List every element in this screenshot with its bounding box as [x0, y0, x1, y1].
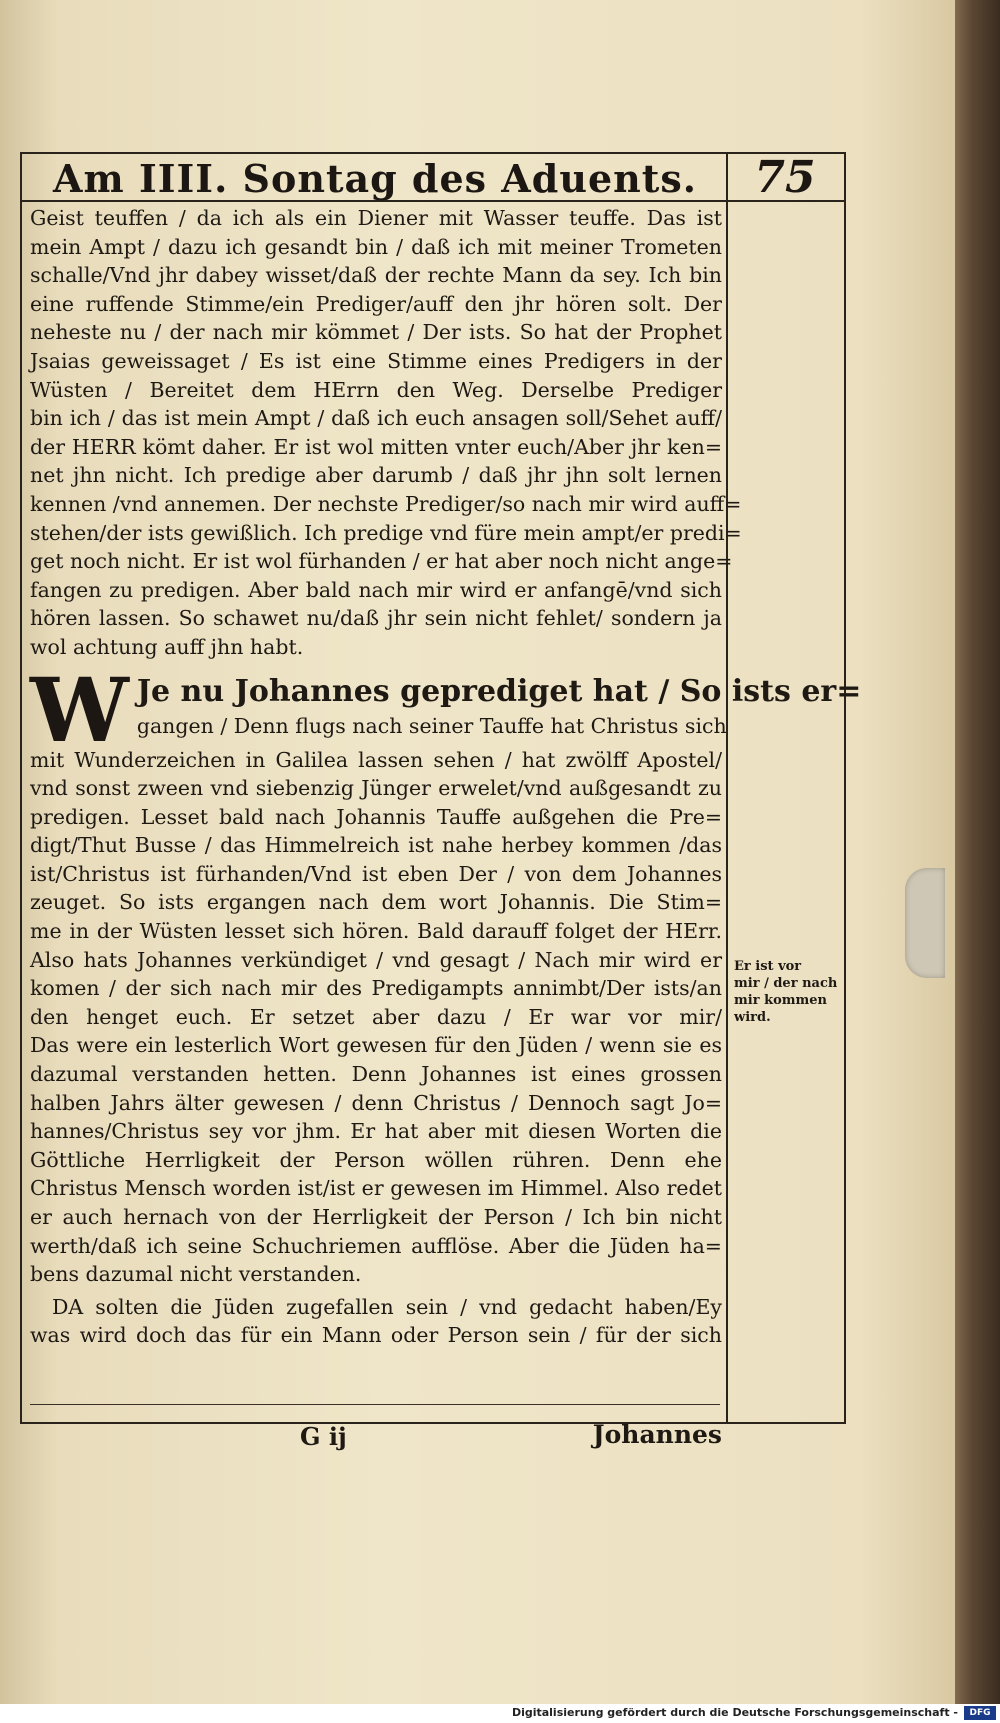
paragraph-1 — [30, 204, 742, 662]
dfg-logo: DFG — [964, 1706, 996, 1720]
marginal-note-line: wird. — [734, 1010, 771, 1025]
drop-cap-initial: W — [30, 657, 129, 762]
text-line: mit Wunderzeichen in Galilea lassen sehen / hat zwölff Apostel/ — [30, 747, 722, 772]
text-line: fangen zu predigen. Aber bald nach mir wird er anfangē/vnd sich — [30, 577, 722, 602]
bottom-rule — [30, 1404, 720, 1405]
text-line: get noch nicht. Er ist wol fürhanden / er hat aber noch nicht ange= — [30, 549, 733, 574]
text-line: halben Jahrs älter gewesen / denn Christus / Dennoch sagt Jo= — [30, 1090, 722, 1115]
running-header-title: Am IIII. Sontag des Aduents. — [53, 156, 697, 201]
text-line: ist/Christus ist fürhanden/Vnd ist eben Der / von dem Johannes — [30, 861, 722, 886]
text-line: bin ich / das ist mein Ampt / daß ich euch ansagen soll/Sehet auff/ — [30, 406, 722, 431]
text-line: bens dazumal nicht verstanden. — [30, 1262, 362, 1287]
text-line: dazumal verstanden hetten. Denn Johannes ist eines grossen — [30, 1062, 722, 1087]
marginal-note-line: Er ist vor — [734, 959, 802, 974]
text-line: Christus Mensch worden ist/ist er gewesen im Himmel. Also redet — [30, 1176, 722, 1201]
text-line: DA solten die Jüden zugefallen sein / vnd gedacht haben/Ey — [52, 1294, 722, 1319]
credit-text: Digitalisierung gefördert durch die Deutsche Forschungsgemeinschaft - — [511, 1706, 958, 1719]
digitization-credit-bar — [0, 1704, 1000, 1723]
text-line: net jhn nicht. Ich predige aber darumb / daß jhr jhn solt lernen — [30, 463, 722, 488]
catchword: Johannes — [592, 1420, 722, 1449]
paragraph-3 — [30, 1293, 722, 1350]
text-line: predigen. Lesset bald nach Johannis Tauffe außgehen die Pre= — [30, 804, 722, 829]
text-line: hören lassen. So schawet nu/daß jhr sein nicht fehlet/ sondern ja — [30, 606, 722, 631]
marginal-note — [734, 958, 838, 1026]
text-line: mein Ampt / dazu ich gesandt bin / daß ich mit meiner Trometen — [30, 234, 722, 259]
text-line: neheste nu / der nach mir kömmet / Der ists. So hat der Prophet — [30, 320, 722, 345]
text-line: Also hats Johannes verkündiget / vnd gesagt / Nach mir wird er — [30, 947, 722, 972]
signature-mark: G ij — [300, 1422, 347, 1451]
text-line: kennen /vnd annemen. Der nechste Prediger/so nach mir wird auff= — [30, 491, 742, 516]
text-line: schalle/Vnd jhr dabey wisset/daß der rechte Mann da sey. Ich bin — [30, 263, 722, 288]
text-line: vnd sonst zween vnd siebenzig Jünger erwelet/vnd außgesandt zu — [30, 776, 722, 801]
text-line: gangen / Denn flugs nach seiner Tauffe hat Christus sich — [136, 713, 727, 738]
text-line: der HERR kömt daher. Er ist wol mitten vnter euch/Aber jhr ken= — [30, 434, 722, 459]
marginal-note-line: mir kommen — [734, 993, 827, 1008]
text-line: Wüsten / Bereitet dem HErrn den Weg. Derselbe Prediger — [30, 377, 722, 402]
margin-column-rule — [726, 152, 728, 1422]
text-line: Jsaias geweissaget / Es ist eine Stimme eines Predigers in der — [30, 348, 722, 373]
text-line: Göttliche Herrligkeit der Person wöllen rühren. Denn ehe — [30, 1147, 722, 1172]
marginal-note-line: mir / der nach — [734, 976, 838, 991]
text-line: werth/daß ich seine Schuchriemen aufflöse. Aber die Jüden ha= — [30, 1233, 722, 1258]
text-line: stehen/der ists gewißlich. Ich predige vnd füre mein ampt/er predi= — [30, 520, 742, 545]
text-line: wol achtung auff jhn habt. — [30, 634, 304, 659]
text-line: komen / der sich nach mir des Predigampts annimbt/Der ists/an — [30, 976, 722, 1001]
page-number: 75 — [754, 152, 816, 203]
text-line: er auch hernach von der Herrligkeit der Person / Ich bin nicht — [30, 1205, 722, 1229]
text-line: digt/Thut Busse / das Himmelreich ist nahe herbey kommen /das — [30, 833, 722, 858]
text-line: hannes/Christus sey vor jhm. Er hat aber mit diesen Worten die — [30, 1119, 722, 1144]
text-line: Geist teuffen / da ich als ein Diener mit Wasser teuffe. Das ist — [30, 206, 722, 230]
text-line: eine ruffende Stimme/ein Prediger/auff den jhr hören solt. Der — [30, 291, 722, 316]
text-line: den henget euch. Er setzet aber dazu / Er war vor mir/ — [30, 1004, 722, 1029]
text-line: Das were ein lesterlich Wort gewesen für den Jüden / wenn sie es — [30, 1033, 722, 1058]
text-line: was wird doch das für ein Mann oder Person sein / für der sich — [30, 1323, 722, 1348]
text-line: zeuget. So ists ergangen nach dem wort Johannis. Die Stim= — [30, 890, 722, 915]
text-line: Je nu Johannes geprediget hat / So ists er= — [136, 673, 862, 709]
page-tab-marker — [905, 868, 945, 978]
text-line: me in der Wüsten lesset sich hören. Bald darauff folget der HErr. — [30, 919, 722, 944]
